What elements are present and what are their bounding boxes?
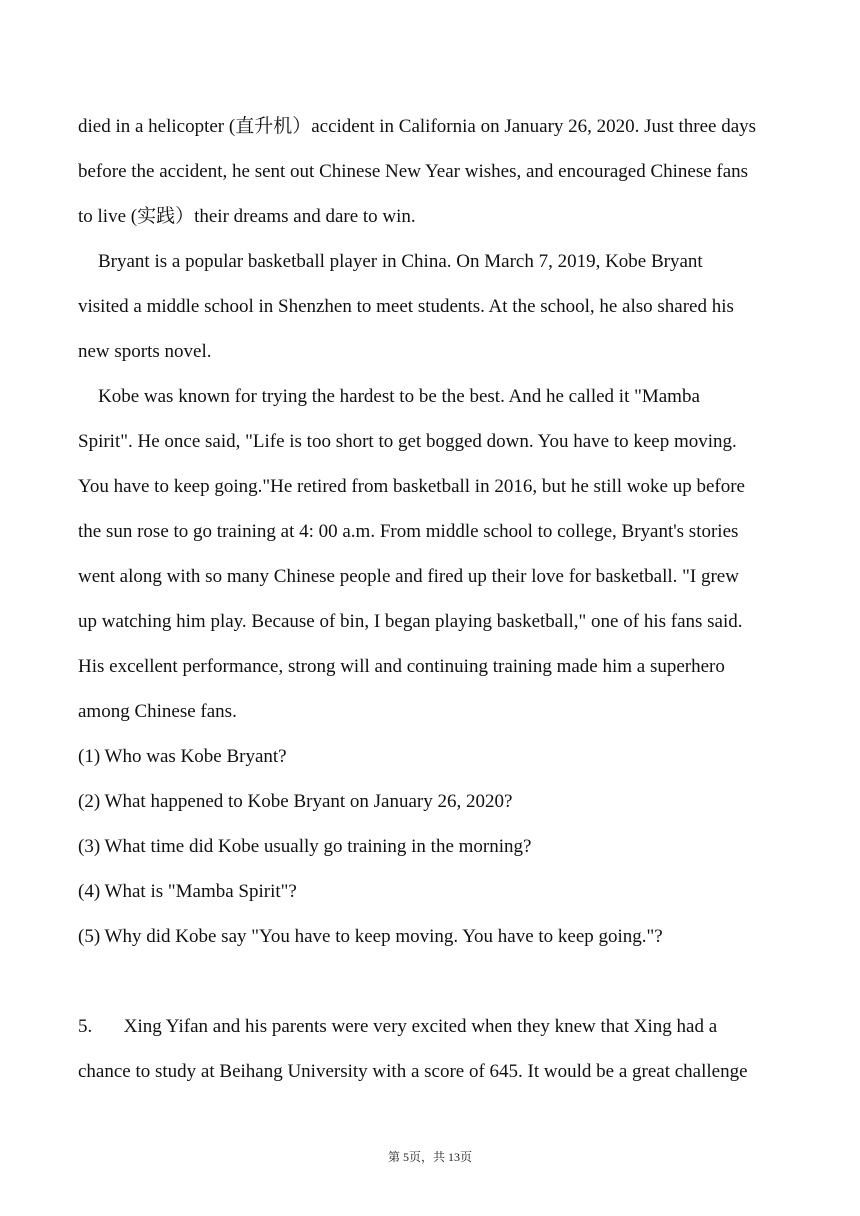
passage-line: chance to study at Beihang University with a score of 645. It would be a great challenge xyxy=(78,1061,748,1082)
item-number: 5. xyxy=(78,1016,93,1037)
page-number-footer: 第 5页，共 13页 xyxy=(387,1150,472,1164)
question-item: (2) What happened to Kobe Bryant on January 26, 2020? xyxy=(78,791,513,812)
passage-line: Spirit". He once said, "Life is too short to get bogged down. You have to keep moving. xyxy=(78,431,737,452)
passage-line: Bryant is a popular basketball player in China. On March 7, 2019, Kobe Bryant xyxy=(98,251,703,272)
passage-line: new sports novel. xyxy=(78,341,212,362)
passage-line: before the accident, he sent out Chinese New Year wishes, and encouraged Chinese fans xyxy=(78,161,749,182)
passage-line: visited a middle school in Shenzhen to meet students. At the school, he also shared his xyxy=(78,296,734,317)
passage-line: up watching him play. Because of bin, I began playing basketball," one of his fans said. xyxy=(78,611,743,632)
passage-line: the sun rose to go training at 4: 00 a.m. From middle school to college, Bryant's stories xyxy=(78,521,739,542)
passage-line: to live (实践）their dreams and dare to win. xyxy=(78,206,416,227)
passage-line: You have to keep going."He retired from basketball in 2016, but he still woke up before xyxy=(78,476,745,497)
passage-line: died in a helicopter (直升机）accident in California on January 26, 2020. Just three days xyxy=(78,116,757,137)
question-item: (3) What time did Kobe usually go training in the morning? xyxy=(78,836,532,857)
question-item: (1) Who was Kobe Bryant? xyxy=(78,746,287,767)
item-text: Xing Yifan and his parents were very excited when they knew that Xing had a xyxy=(123,1016,718,1037)
passage-line: Kobe was known for trying the hardest to be the best. And he called it "Mamba xyxy=(98,386,700,407)
question-item: (4) What is "Mamba Spirit"? xyxy=(78,881,297,902)
passage-line: among Chinese fans. xyxy=(78,701,237,722)
question-item: (5) Why did Kobe say "You have to keep moving. You have to keep going."? xyxy=(78,926,663,947)
passage-line: went along with so many Chinese people and fired up their love for basketball. "I grew xyxy=(78,566,739,587)
passage-line: His excellent performance, strong will and continuing training made him a superhero xyxy=(78,656,725,677)
item-5-first-line xyxy=(78,1015,784,1039)
